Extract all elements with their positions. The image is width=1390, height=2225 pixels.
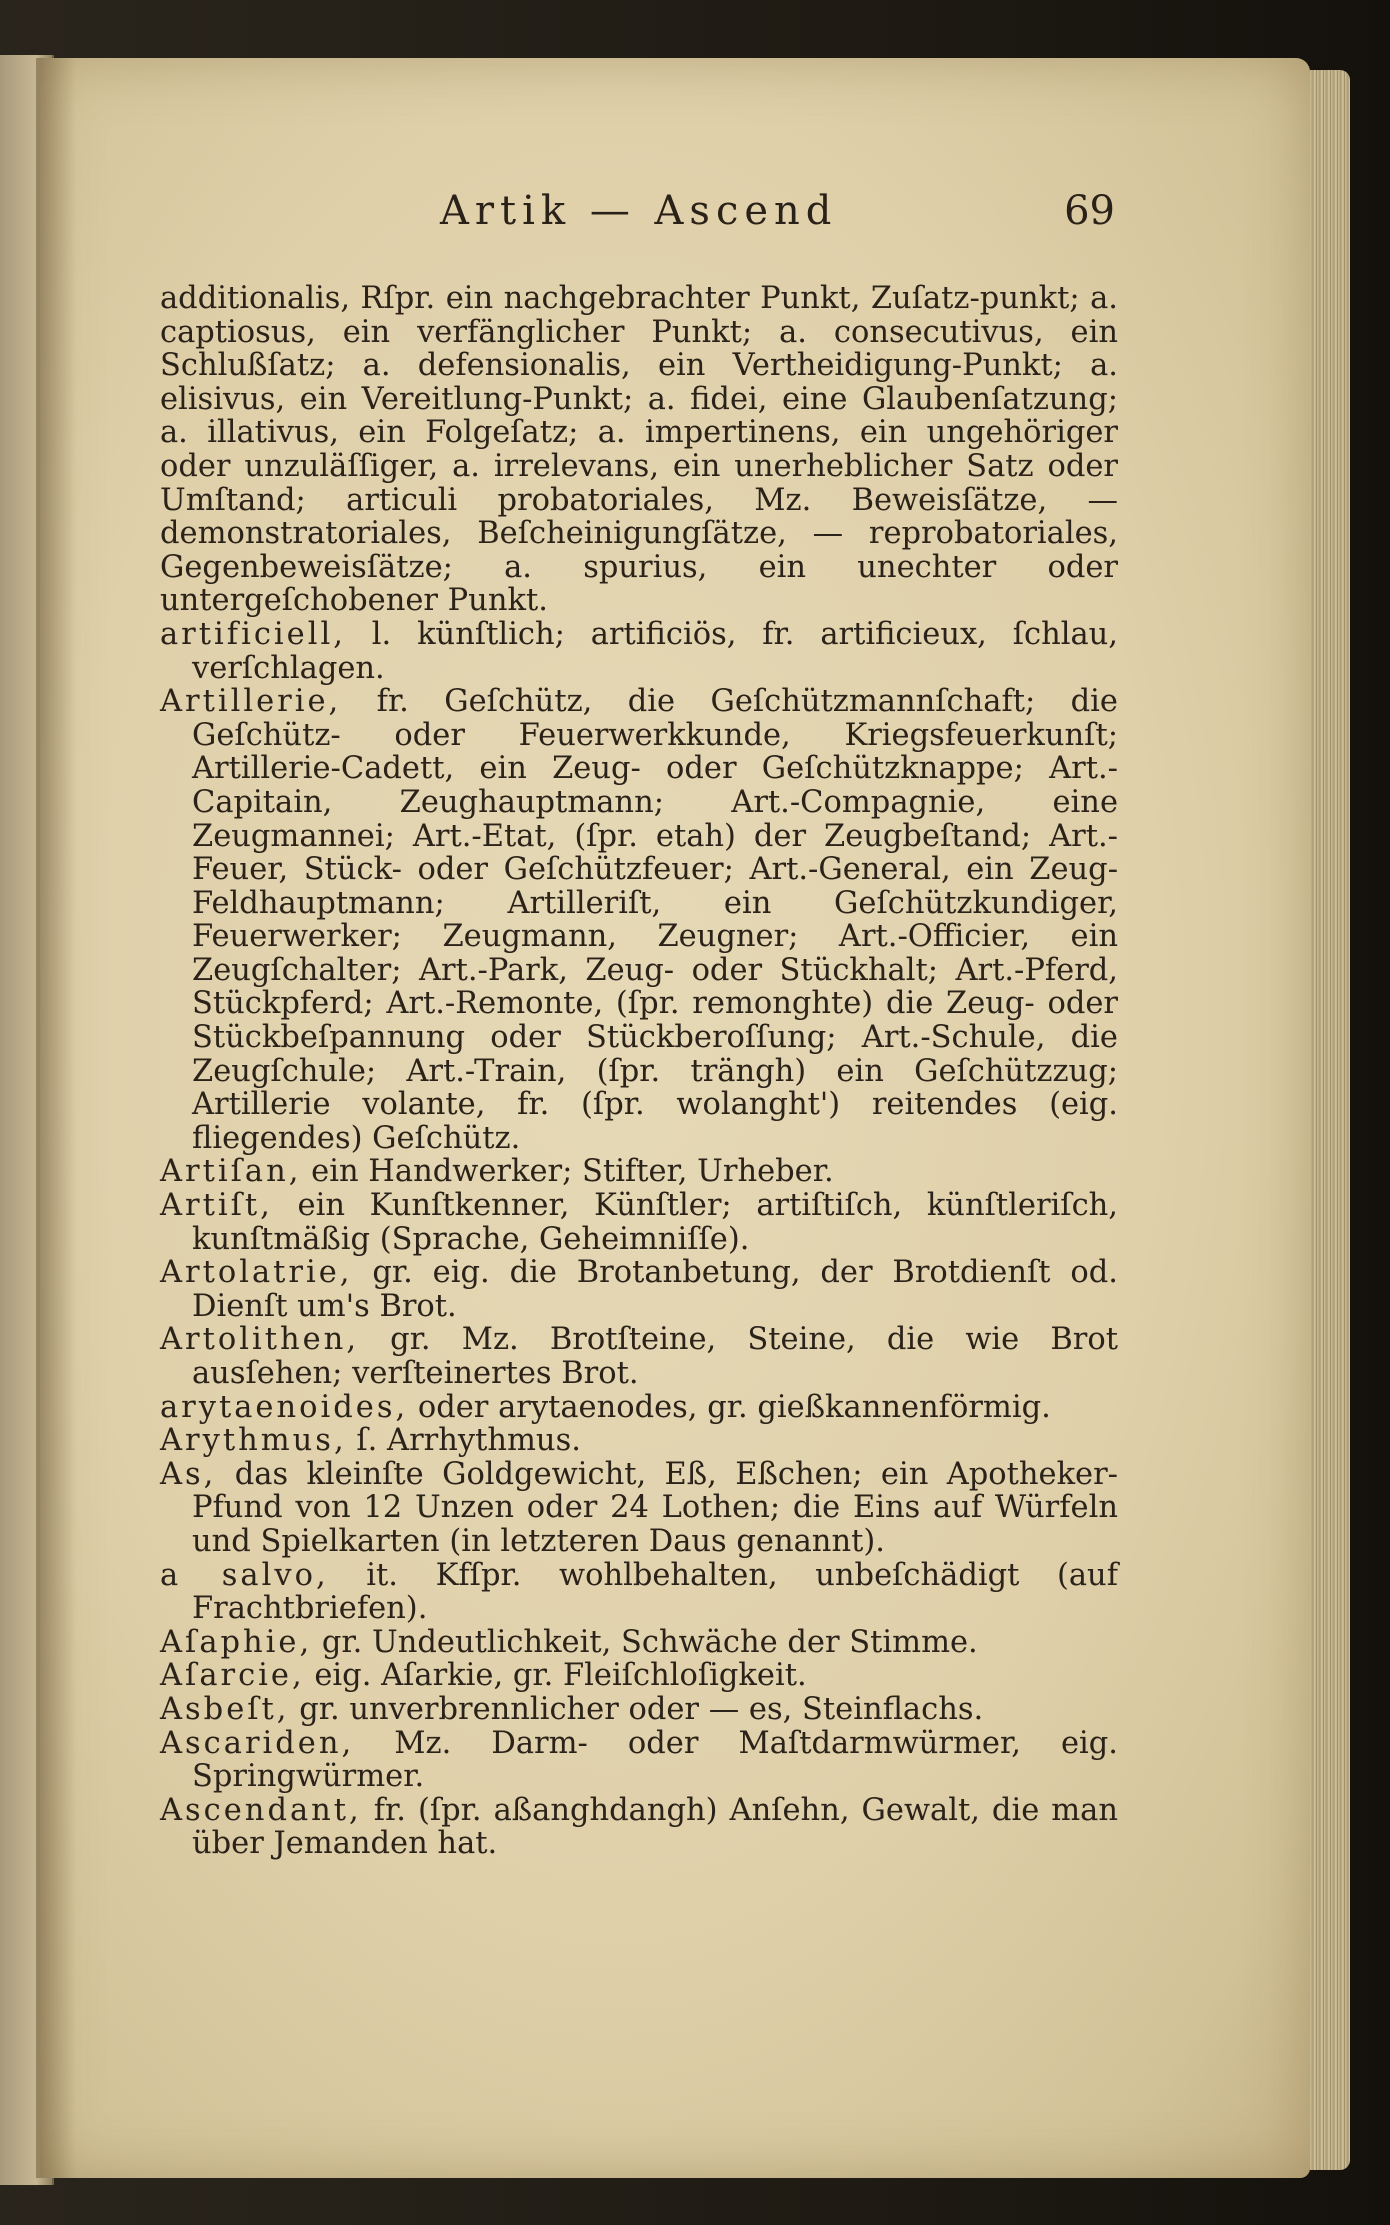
entry-headword: Artillerie, bbox=[160, 684, 342, 720]
dictionary-entry bbox=[160, 1323, 1118, 1390]
dictionary-entry bbox=[160, 1727, 1118, 1794]
entry-definition: gr. Mz. Brotſteine, Steine, die wie Brot ausſehen; verſteinertes Brot. bbox=[192, 1322, 1118, 1391]
entry-definition: das kleinſte Goldgewicht, Eß, Eßchen; ein Apotheker-Pfund von 12 Unzen oder 24 Lothen; die Eins auf Würfeln und Spielkarten (in letzteren Daus genannt). bbox=[192, 1456, 1118, 1559]
entry-headword: Artiſt, bbox=[160, 1188, 273, 1224]
dictionary-entries bbox=[160, 282, 1118, 1861]
dictionary-entry bbox=[160, 1424, 1118, 1458]
entry-headword: Aſarcie, bbox=[160, 1658, 305, 1694]
dictionary-entry bbox=[160, 1693, 1118, 1727]
entry-definition: ein Handwerker; Stifter, Urheber. bbox=[311, 1154, 834, 1190]
dictionary-entry bbox=[160, 1659, 1118, 1693]
entry-definition: eig. Aſarkie, gr. Fleiſchloſigkeit. bbox=[314, 1658, 807, 1694]
entry-definition: gr. Undeutlichkeit, Schwäche der Stimme. bbox=[321, 1624, 978, 1660]
entry-definition: additionalis, Rſpr. ein nachgebrachter Punkt, Zuſatz-punkt; a. captiosus, ein verfänglicher Punkt; a. consecutivus, ein Schlußſatz; a. defensionalis, ein Vertheidigung-Punkt; a. elisivus, ein Vereitlung-Punkt; a. fidei, eine Glaubenſatzung; a. illativus, ein Folgeſatz; a. impertinens, ein ungehöriger oder unzuläſſiger, a. irrelevans, ein unerheblicher Satz oder Umſtand; articuli probatoriales, Mz. Beweisſätze, — demonstratoriales, Beſcheinigungſätze, — reprobatoriales, Gegenbeweisſätze; a. spurius, ein unechter oder untergeſchobener Punkt. bbox=[160, 281, 1118, 619]
page-stack-edges bbox=[1310, 70, 1350, 2170]
entry-definition: it. Kfſpr. wohlbehalten, unbeſchädigt (auf Frachtbriefen). bbox=[192, 1557, 1118, 1627]
dictionary-entry bbox=[160, 618, 1118, 685]
entry-definition: gr. eig. die Brotanbetung, der Brotdienſt od. Dienſt um's Brot. bbox=[192, 1255, 1118, 1324]
dictionary-entry bbox=[160, 1458, 1118, 1559]
page-number: 69 bbox=[1064, 188, 1115, 234]
dictionary-entry bbox=[160, 282, 1118, 618]
entry-headword: Aſaphie, bbox=[160, 1624, 313, 1660]
entry-headword: a salvo, bbox=[160, 1557, 329, 1593]
entry-headword: Artolatrie, bbox=[160, 1255, 353, 1291]
dictionary-entry bbox=[160, 1391, 1118, 1425]
entry-definition: Mz. Darm- oder Maſtdarmwürmer, eig. Springwürmer. bbox=[192, 1725, 1118, 1795]
running-head: Artik — Ascend bbox=[440, 188, 838, 234]
entry-headword: Ascendant, bbox=[160, 1792, 362, 1828]
dictionary-entry bbox=[160, 1559, 1118, 1626]
dictionary-entry bbox=[160, 1155, 1118, 1189]
dictionary-entry bbox=[160, 685, 1118, 1155]
entry-headword: Arythmus, bbox=[160, 1423, 347, 1459]
entry-headword: Artolithen, bbox=[160, 1322, 360, 1358]
entry-headword: Artiſan, bbox=[160, 1154, 302, 1190]
spine-shadow bbox=[36, 58, 76, 2178]
entry-headword: Asbeſt, bbox=[160, 1691, 290, 1727]
entry-definition: ſ. Arrhythmus. bbox=[356, 1423, 581, 1459]
entry-definition: oder arytaenodes, gr. gießkannenförmig. bbox=[417, 1389, 1051, 1425]
entry-definition: l. künſtlich; artificiös, fr. artificieux, ſchlau, verſchlagen. bbox=[192, 616, 1118, 686]
entry-definition: ein Kunſtkenner, Künſtler; artiſtiſch, künſtleriſch, kunſtmäßig (Sprache, Geheimniſſe). bbox=[192, 1188, 1118, 1257]
entry-definition: fr. (ſpr. aßanghdangh) Anſehn, Gewalt, die man über Jemanden hat. bbox=[192, 1792, 1118, 1862]
entry-headword: artificiell, bbox=[160, 616, 346, 652]
dictionary-entry bbox=[160, 1794, 1118, 1861]
entry-headword: Ascariden, bbox=[160, 1725, 355, 1761]
entry-headword: As, bbox=[160, 1456, 217, 1492]
entry-definition: fr. Geſchütz, die Geſchützmannſchaft; die Geſchütz- oder Feuerwerkkunde, Kriegsfeuerkunſt; Artillerie-Cadett, ein Zeug- oder Geſchützknappe; Art.-Capitain, Zeughauptmann; Art.-Compagnie, eine Zeugmannei; Art.-Etat, (ſpr. etah) der Zeugbeſtand; Art.-Feuer, Stück- oder Geſchützfeuer; Art.-General, ein Zeug-Feldhauptmann; Artilleriſt, ein Geſchützkundiger, Feuerwerker; Zeugmann, Zeugner; Art.-Officier, ein Zeugſchalter; Art.-Park, Zeug- oder Stückhalt; Art.-Pferd, Stückpferd; Art.-Remonte, (ſpr. remonghte) die Zeug- oder Stückbeſpannung oder Stückberoſſung; Art.-Schule, die Zeugſchule; Art.-Train, (ſpr. trängh) ein Geſchützzug; Artillerie volante, fr. (ſpr. wolanght') reitendes (eig. fliegendes) Geſchütz. bbox=[192, 684, 1118, 1156]
dictionary-entry bbox=[160, 1189, 1118, 1256]
entry-definition: gr. unverbrennlicher oder — es, Steinflachs. bbox=[299, 1691, 984, 1727]
dictionary-entry bbox=[160, 1256, 1118, 1323]
entry-headword: arytaenoides, bbox=[160, 1389, 409, 1425]
page-header bbox=[190, 188, 1115, 248]
dictionary-entry bbox=[160, 1626, 1118, 1660]
